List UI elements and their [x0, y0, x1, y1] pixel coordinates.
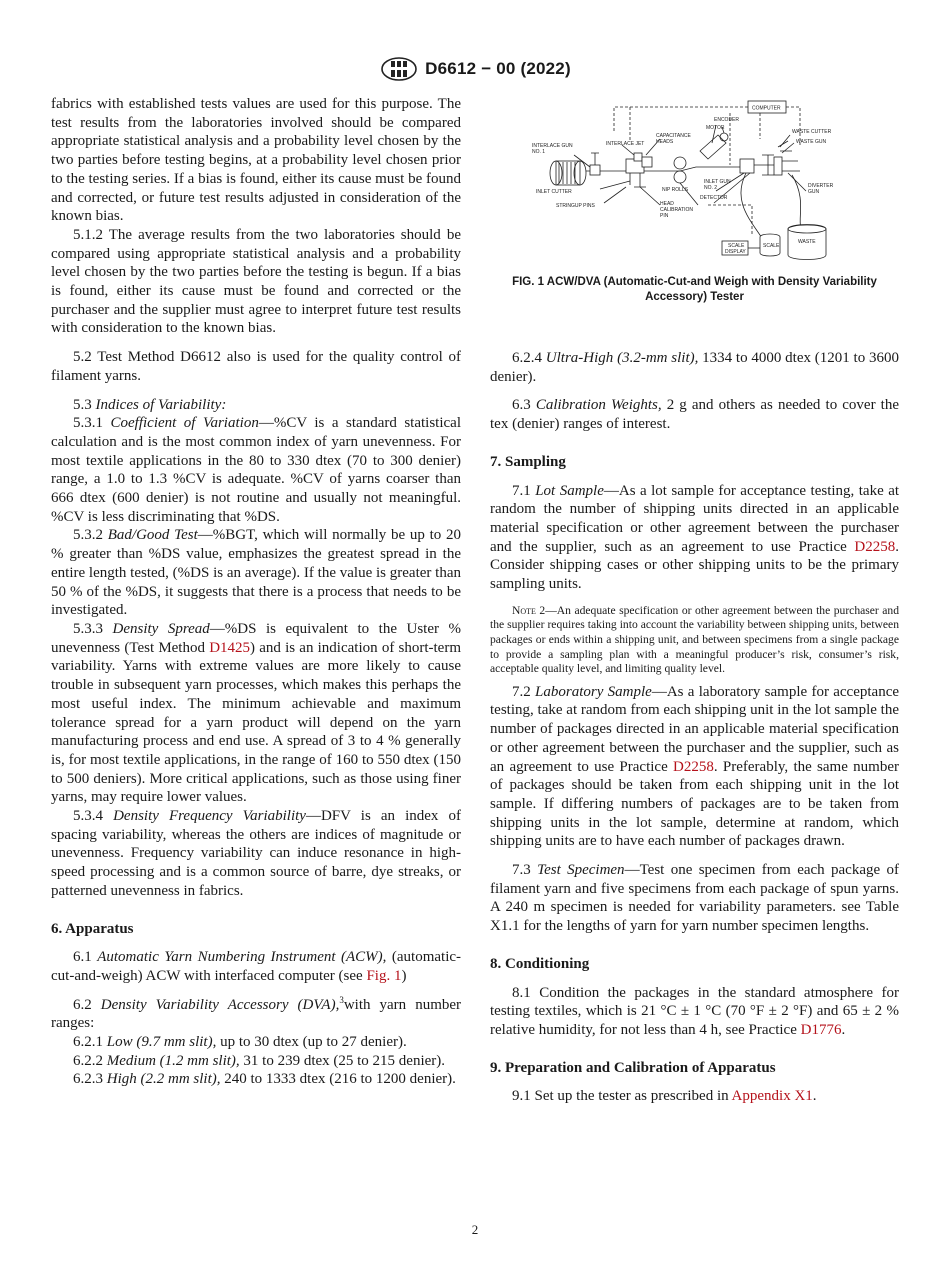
- section-heading-sampling: 7. Sampling: [490, 453, 566, 470]
- astm-logo-icon: [379, 56, 419, 82]
- paragraph-6-2: 6.2 Density Variability Accessory (DVA),$^3$with yarn number ranges:: [51, 994, 462, 1032]
- paragraph-5-3: 5.3 Indices of Variability:: [73, 396, 227, 413]
- section-heading-apparatus: 6. Apparatus: [51, 920, 134, 937]
- paragraph-6-2-4: 6.2.4 Ultra-High (3.2-mm slit), 1334 to 4000 dtex (1201 to 3600 denier).: [490, 350, 900, 385]
- paragraph-7-1: 7.1 Lot Sample—As a lot sample for acceptance testing, take at random the number of shipping units directed in an applicable material specification or other agreement between the purchaser and the supplier, such as an agreement to use Practice D2258. Consider shipping cases or other shipping units to be the primary sampling units.: [490, 482, 900, 593]
- paragraph-6-2-3: 6.2.3 High (2.2 mm slit), 240 to 1333 dtex (216 to 1200 denier).: [73, 1071, 456, 1088]
- paragraph-5-2: 5.2 Test Method D6612 also is used for the quality control of filament yarns.: [51, 349, 461, 384]
- link-fig-1[interactable]: Fig. 1: [366, 967, 402, 984]
- svg-text:HEADS: HEADS: [656, 139, 674, 145]
- svg-text:ENCODER: ENCODER: [714, 117, 740, 123]
- link-d1776[interactable]: D1776: [800, 1021, 842, 1038]
- link-d2258[interactable]: D2258: [854, 538, 896, 555]
- acw-dva-tester-diagram: [530, 95, 840, 263]
- svg-text:WASTE GUN: WASTE GUN: [796, 139, 827, 145]
- paragraph-5-3-3: 5.3.3 Density Spread—%DS is equivalent to the Uster % unevenness (Test Method D1425) and is an indication of short-term variability. Yarns with extreme values are more likely to cause trouble in subsequent yarn processes, which makes this perhaps the most useful index. The minimum achievable and maximum tolerance spread for a yarn product will depend on the yarn manufacturing process and end use. A spread of 3 to 4 % generally is, for most textile applications, in the range of 160 to 550 dtex (150 to 500 deniers). More critical applications, such as those using finer yarns, may require lower values.: [51, 620, 461, 806]
- svg-text:CALIBRATION: CALIBRATION: [660, 207, 693, 213]
- paragraph-5-3-2: 5.3.2 Bad/Good Test—%BGT, which will normally be up to 20 % greater than %DS value, emphasizes the greatest spread in the entire length tested, (%DS is an average). If the value is greater than 50 % of the %DS, it suggests that there is a process that needs to be investigated.: [51, 527, 461, 619]
- svg-text:DISPLAY: DISPLAY: [725, 249, 746, 255]
- svg-text:NO. 1: NO. 1: [532, 149, 546, 155]
- paragraph-7-3: 7.3 Test Specimen—Test one specimen from each package of filament yarn and five specimens from each package of spun yarns. A 240 m specimen is needed for variability parameters. see Table X1.1 for the lengths of yarn for yarn number specimen lengths.: [490, 862, 899, 935]
- paragraph-6-1: 6.1 Automatic Yarn Numbering Instrument (ACW), (automatic-cut-and-weigh) ACW with interfaced computer (see Fig. 1): [51, 949, 462, 984]
- svg-text:GUN: GUN: [808, 189, 820, 195]
- page-header: [0, 56, 950, 82]
- figure-caption: FIG. 1 ACW/DVA (Automatic-Cut-and Weigh with Density Variability Accessory) Tester: [512, 276, 877, 303]
- svg-text:COMPUTER: COMPUTER: [752, 105, 781, 112]
- paragraph-9-1: 9.1 Set up the tester as prescribed in Appendix X1.: [512, 1088, 817, 1105]
- link-d1425[interactable]: D1425: [209, 639, 251, 656]
- svg-text:INLET GUN: INLET GUN: [704, 179, 731, 185]
- figure-1: [490, 95, 899, 263]
- paragraph-continued: fabrics with established tests values are used for this purpose. The test results from the laboratories involved should be compared appropriate statistical analysis and a probability level chosen by the two parties before testing begins, at a probability level chosen prior to the testing series. If a bias is found, either its cause must be found and corrected, or future test results adjusted in consideration of the known bias.: [51, 96, 461, 225]
- svg-text:WASTE: WASTE: [798, 239, 816, 245]
- standard-designation: D6612 − 00 (2022): [425, 59, 571, 78]
- svg-text:WASTE CUTTER: WASTE CUTTER: [792, 129, 832, 135]
- svg-text:MOTOR: MOTOR: [706, 125, 725, 131]
- paragraph-6-2-2: 6.2.2 Medium (1.2 mm slit), 31 to 239 dtex (25 to 215 denier).: [73, 1052, 446, 1069]
- svg-text:INTERLACE JET: INTERLACE JET: [606, 141, 645, 147]
- svg-text:DIVERTER: DIVERTER: [808, 183, 834, 189]
- svg-text:SCALE: SCALE: [763, 243, 780, 249]
- footnote-ref[interactable]: 3: [339, 994, 344, 1005]
- paragraph-5-1-2: 5.1.2 The average results from the two laboratories should be compared using appropriate statistical analysis and a probability level chosen by the two parties before the testing is begun. If a bias is found, either its cause must be found and corrected or the purchaser and the supplier must agree to interpret future test results with consideration to the known bias.: [51, 226, 461, 337]
- right-column: [490, 95, 899, 1106]
- left-column: [51, 95, 461, 1089]
- paragraph-8-1: 8.1 Condition the packages in the standard atmosphere for testing textiles, which is 21 °C ± 1 °C (70 °F ± 2 °F) and 65 ± 2 % relative humidity, for not less than 4 h, see Practice D1776.: [490, 984, 899, 1038]
- paragraph-7-2: 7.2 Laboratory Sample—As a laboratory sample for acceptance testing, take at random from each shipping unit in the lot sample the number of packages directed in an applicable material specification or other agreement between the purchaser and the supplier, such as an agreement to use Practice D2258. Preferably, the same number of packages should be taken from each shipping unit in the lot sample. If differing numbers of packages are to be taken from shipping units in the lot sample, determine at random, which shipping units are to have each number of packages drawn.: [490, 683, 900, 850]
- section-heading-preparation: 9. Preparation and Calibration of Apparatus: [490, 1059, 776, 1076]
- paragraph-5-3-1: 5.3.1 Coefficient of Variation—%CV is a standard statistical calculation and is the most common index of yarn unevenness. For most textile applications in the 80 to 330 dtex (70 to 300 denier) range, a 1.0 to 1.3 %CV is adequate. %CV of yarns coarser than 666 dtex (600 denier) is not routine and usually not meaningful. %CV is less discriminating that %DS.: [51, 415, 462, 525]
- svg-text:CAPACITANCE: CAPACITANCE: [656, 133, 691, 139]
- paragraph-6-2-1: 6.2.1 Low (9.7 mm slit), up to 30 dtex (up to 27 denier).: [73, 1034, 407, 1051]
- paragraph-5-3-4: 5.3.4 Density Frequency Variability—DFV is an index of spacing variability, whereas the others are indices of magnitude or unevenness. Frequency variability can induce resonance in high-speed processing and is a common source of barre, dye streaks, or patterned unevenness in fabrics.: [51, 808, 461, 899]
- section-heading-conditioning: 8. Conditioning: [490, 955, 590, 972]
- note-2: Note 2—An adequate specification or other agreement between the purchaser and the supplier requires taking into account the variability between shipping units, between packages or ends within a shipping unit, and between specimens from a single package to provide a sampling plan with a meaningful producer’s risk, consumer’s risk, acceptable quality level, and limiting quality level.: [490, 603, 900, 676]
- svg-text:NIP ROLLS: NIP ROLLS: [662, 187, 689, 193]
- link-d2258-2[interactable]: D2258: [673, 758, 714, 775]
- svg-text:SCALE: SCALE: [728, 243, 745, 249]
- svg-text:PIN: PIN: [660, 213, 669, 219]
- svg-text:STRINGUP PINS: STRINGUP PINS: [556, 203, 595, 209]
- svg-text:DETECTOR: DETECTOR: [700, 195, 728, 201]
- svg-text:HEAD: HEAD: [660, 201, 674, 207]
- paragraph-6-3: 6.3 Calibration Weights, 2 g and others as needed to cover the tex (denier) ranges of interest.: [490, 397, 899, 433]
- svg-text:INLET CUTTER: INLET CUTTER: [536, 189, 572, 195]
- svg-text:INTERLACE GUN: INTERLACE GUN: [532, 143, 573, 149]
- link-appendix-x1[interactable]: Appendix X1: [731, 1088, 813, 1105]
- svg-text:NO. 2: NO. 2: [704, 185, 718, 191]
- page-number: 2: [471, 1222, 479, 1237]
